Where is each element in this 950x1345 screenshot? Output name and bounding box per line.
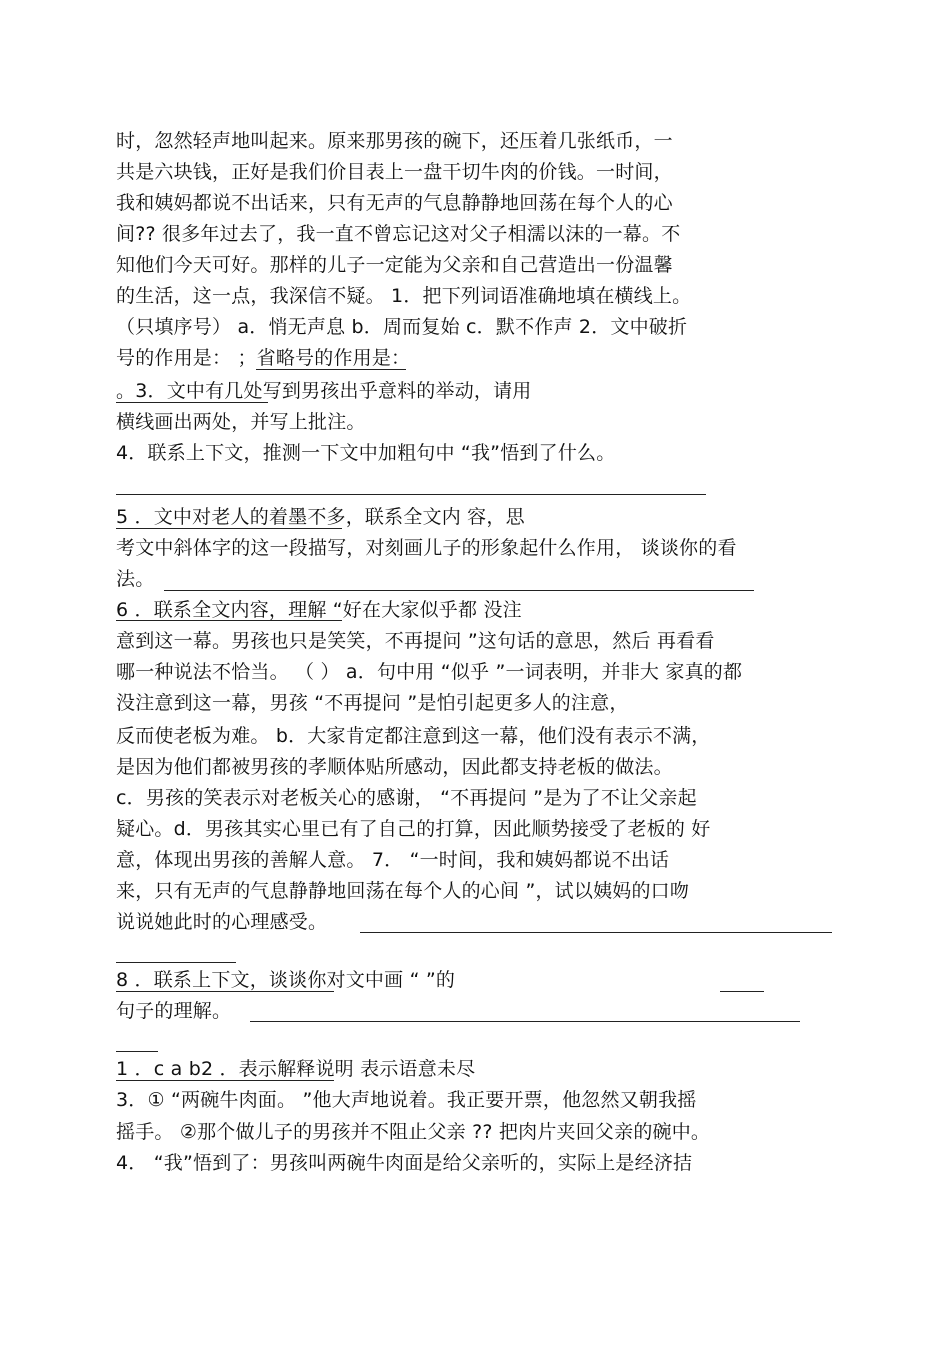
text-line: 。3．文中有几处写到男孩出乎意料的举动，请用 [116, 380, 532, 402]
text-line: 来，只有无声的气息静静地回荡在每个人的心间 ”，试以姨妈的口吻 [116, 880, 690, 902]
text-line: 法。 [116, 568, 155, 590]
text-line: 的生活，这一点，我深信不疑。 1．把下列词语准确地填在横线上。 [116, 285, 692, 307]
text-line: 间?? 很多年过去了，我一直不曾忘记这对父子相濡以沫的一幕。不 [116, 223, 681, 245]
answer-blank [116, 528, 342, 529]
text-line: 疑心。d．男孩其实心里已有了自己的打算，因此顺势接受了老板的 好 [116, 818, 711, 840]
answer-blank [116, 1051, 158, 1052]
text-line: 3．① “两碗牛肉面。 ”他大声地说着。我正要开票，他忽然又朝我摇 [116, 1089, 697, 1111]
text-line: 反而使老板为难。 b．大家肯定都注意到这一幕，他们没有表示不满， [116, 725, 711, 747]
text-line: 横线画出两处，并写上批注。 [116, 411, 366, 433]
text-line: 5 ．文中对老人的着墨不多，联系全文内 容，思 [116, 506, 525, 528]
answer-blank [164, 590, 754, 591]
answer-blank [116, 991, 334, 992]
text-line: 说说她此时的心理感受。 [116, 911, 328, 933]
text-line: c．男孩的笑表示对老板关心的感谢， “不再提问 ”是为了不让父亲起 [116, 787, 697, 809]
text-line: 4． “我”悟到了：男孩叫两碗牛肉面是给父亲听的，实际上是经济拮 [116, 1152, 693, 1174]
text-line: 6 ．联系全文内容，理解 “好在大家似乎都 没注 [116, 599, 522, 621]
answer-blank [116, 962, 236, 963]
answer-blank [256, 369, 406, 370]
text-line: 考文中斜体字的这一段描写，对刻画儿子的形象起什么作用， 谈谈你的看 [116, 537, 737, 559]
text-line: 是因为他们都被男孩的孝顺体贴所感动，因此都支持老板的做法。 [116, 756, 673, 778]
answer-blank [250, 1021, 800, 1022]
text-line: 句子的理解。 [116, 1000, 232, 1022]
text-line: 8 ．联系上下文，谈谈你对文中画 “ ”的 [116, 969, 456, 991]
text-line: 意到这一幕。男孩也只是笑笑，不再提问 ”这句话的意思，然后 再看看 [116, 630, 715, 652]
text-line: 我和姨妈都说不出话来，只有无声的气息静静地回荡在每个人的心 [116, 192, 673, 214]
text-line: 号的作用是： ；省略号的作用是： [116, 347, 411, 369]
answer-blank [116, 1080, 334, 1081]
answer-blank [116, 494, 706, 495]
text-line: 共是六块钱，正好是我们价目表上一盘干切牛肉的价钱。一时间， [116, 161, 673, 183]
answer-blank [116, 402, 268, 403]
text-line: 4．联系上下文，推测一下文中加粗句中 “我”悟到了什么。 [116, 442, 616, 464]
text-line: 摇手。 ②那个做儿子的男孩并不阻止父亲 ?? 把肉片夹回父亲的碗中。 [116, 1121, 711, 1143]
answer-blank [720, 991, 764, 992]
answer-blank [116, 620, 342, 621]
text-line: （只填序号） a．悄无声息 b．周而复始 c．默不作声 2．文中破折 [116, 316, 688, 338]
text-line: 意，体现出男孩的善解人意。 7． “一时间，我和姨妈都说不出话 [116, 849, 670, 871]
text-line: 没注意到这一幕，男孩 “不再提问 ”是怕引起更多人的注意， [116, 692, 629, 714]
answer-blank [360, 932, 832, 933]
text-line: 1 ．c a b2 ．表示解释说明 表示语意未尽 [116, 1058, 476, 1080]
text-line: 时，忽然轻声地叫起来。原来那男孩的碗下，还压着几张纸币，一 [116, 130, 673, 152]
text-line: 哪一种说法不恰当。 （ ） a．句中用 “似乎 ”一词表明，并非大 家真的都 [116, 661, 743, 683]
text-line: 知他们今天可好。那样的儿子一定能为父亲和自己营造出一份温馨 [116, 254, 673, 276]
